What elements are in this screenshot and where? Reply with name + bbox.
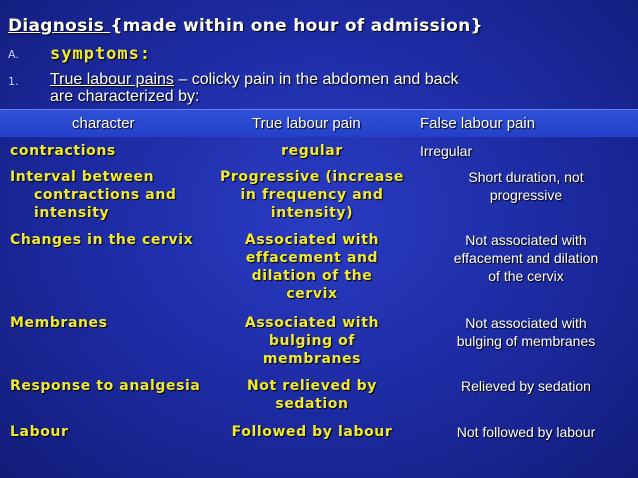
table-cell-character-line: Membranes bbox=[10, 315, 108, 331]
true-labour-underlined: True labour pains bbox=[50, 71, 174, 88]
list-marker-a: A. bbox=[8, 48, 19, 61]
table-cell-true-labour-line: Progressive (increase bbox=[220, 169, 404, 185]
title-rest: {made within one hour of admission} bbox=[110, 16, 483, 36]
table-cell-false-labour-line: effacement and dilation bbox=[453, 250, 599, 266]
table-cell-false-labour bbox=[420, 168, 632, 204]
table-cell-true-labour bbox=[212, 168, 412, 222]
table-cell-character bbox=[10, 423, 68, 441]
header-false-labour: False labour pain bbox=[420, 115, 536, 132]
table-cell-character-line: contractions and bbox=[34, 187, 177, 203]
table-cell-true-labour bbox=[212, 231, 412, 303]
table-cell-character-line: Labour bbox=[10, 424, 69, 440]
table-cell-false-labour bbox=[420, 142, 472, 160]
table-cell-true-labour-line: sedation bbox=[275, 396, 349, 412]
table-cell-character bbox=[10, 314, 108, 332]
table-cell-character bbox=[10, 377, 200, 395]
table-cell-false-labour bbox=[420, 314, 632, 350]
table-cell-false-labour-line: Relieved by sedation bbox=[461, 378, 591, 394]
table-cell-false-labour-line: progressive bbox=[489, 187, 563, 203]
table-cell-character-line: contractions bbox=[10, 143, 116, 159]
table-cell-character bbox=[10, 168, 177, 222]
table-cell-character-line: Interval between bbox=[10, 169, 155, 185]
table-cell-character-line: Changes in the cervix bbox=[10, 232, 194, 248]
true-labour-rest: – colicky pain in the abdomen and back bbox=[173, 71, 459, 88]
table-cell-true-labour-line: effacement and bbox=[245, 250, 379, 266]
table-cell-character bbox=[10, 231, 193, 249]
header-character: character bbox=[72, 115, 135, 132]
table-cell-true-labour bbox=[212, 377, 412, 413]
table-header bbox=[0, 109, 638, 137]
table-cell-false-labour-line: of the cervix bbox=[488, 268, 564, 284]
title-underlined: Diagnosis bbox=[8, 16, 111, 36]
true-labour-continuation: are characterized by: bbox=[50, 88, 200, 105]
table-cell-true-labour bbox=[212, 142, 412, 160]
table-cell-true-labour-line: in frequency and bbox=[240, 187, 384, 203]
table-cell-false-labour bbox=[420, 231, 632, 285]
table-cell-true-labour-line: intensity) bbox=[270, 205, 354, 221]
table-cell-false-labour-line: Irregular bbox=[420, 143, 473, 159]
table-cell-character-line: Response to analgesia bbox=[10, 378, 201, 394]
table-cell-false-labour-line: Not followed by labour bbox=[456, 424, 596, 440]
table-cell-character bbox=[10, 142, 116, 160]
table-cell-false-labour-line: bulging of membranes bbox=[456, 333, 596, 349]
table-cell-true-labour-line: Associated with bbox=[244, 232, 380, 248]
list-marker-1: 1. bbox=[8, 75, 19, 88]
table-cell-true-labour bbox=[212, 314, 412, 368]
table-cell-true-labour-line: Not relieved by bbox=[246, 378, 378, 394]
table-cell-false-labour bbox=[420, 423, 632, 441]
header-true-labour: True labour pain bbox=[252, 115, 361, 132]
table-cell-true-labour-line: Associated with bbox=[244, 315, 380, 331]
slide-title bbox=[8, 16, 483, 36]
table-cell-true-labour-line: Followed by labour bbox=[231, 424, 393, 440]
table-cell-true-labour-line: regular bbox=[281, 143, 343, 159]
table-cell-character-line: intensity bbox=[34, 205, 110, 221]
table-cell-true-labour-line: bulging of bbox=[268, 333, 356, 349]
symptoms-heading: symptoms: bbox=[50, 44, 152, 64]
true-labour-line bbox=[50, 71, 459, 89]
table-cell-true-labour bbox=[212, 423, 412, 441]
table-cell-true-labour-line: membranes bbox=[262, 351, 362, 367]
table-cell-false-labour bbox=[420, 377, 632, 395]
table-cell-false-labour-line: Not associated with bbox=[465, 315, 587, 331]
table-cell-true-labour-line: dilation of the bbox=[251, 268, 373, 284]
table-cell-false-labour-line: Short duration, not bbox=[468, 169, 584, 185]
table-cell-true-labour-line: cervix bbox=[286, 286, 338, 302]
table-cell-false-labour-line: Not associated with bbox=[465, 232, 587, 248]
